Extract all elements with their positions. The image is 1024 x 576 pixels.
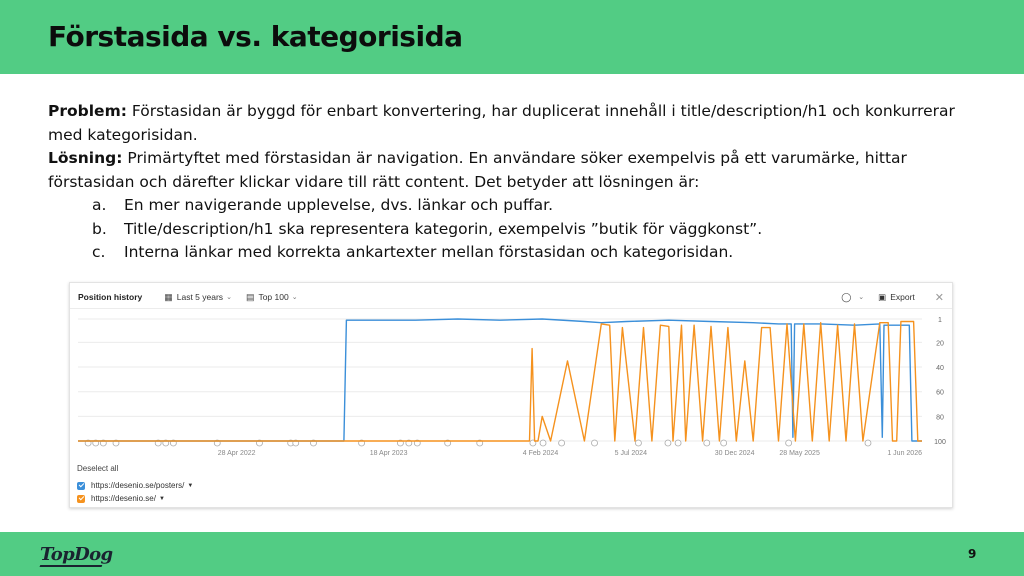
period-label: Last 5 years bbox=[176, 292, 224, 302]
list-item bbox=[92, 218, 988, 242]
x-tick-label: 28 May 2025 bbox=[779, 450, 820, 457]
comment-icon: ◯ bbox=[841, 291, 852, 302]
checkbox-home[interactable] bbox=[77, 495, 85, 503]
footer-bar bbox=[0, 532, 1024, 576]
slide-title: Förstasida vs. kategorisida bbox=[48, 20, 463, 53]
note-marker bbox=[675, 440, 681, 446]
y-tick-label: 60 bbox=[936, 389, 944, 397]
x-tick-label: 18 Apr 2023 bbox=[369, 450, 408, 457]
problem-paragraph bbox=[48, 100, 988, 147]
solution-text: Primärtyftet med förstasidan är navigation. En användare söker exempelvis på ett varumärke, hittar förstasidan och därefter klickar vidare till rätt content. Det betyder att lösningen är: bbox=[48, 149, 907, 191]
header-divider bbox=[70, 308, 952, 309]
note-marker bbox=[635, 440, 641, 446]
widget-title: Position history bbox=[78, 292, 143, 302]
legend-label: https://desenio.se/ bbox=[91, 494, 156, 503]
chart-legend bbox=[77, 464, 193, 505]
slide-body bbox=[48, 100, 988, 265]
top-dropdown[interactable] bbox=[246, 292, 298, 303]
solution-list bbox=[92, 194, 988, 265]
solution-label: Lösning: bbox=[48, 149, 123, 167]
note-marker bbox=[865, 440, 871, 446]
list-text: Title/description/h1 ska representera kategorin, exempelvis ”butik för väggkonst”. bbox=[124, 219, 763, 238]
list-marker: c. bbox=[92, 243, 106, 261]
y-tick-label: 1 bbox=[938, 317, 942, 324]
period-dropdown[interactable] bbox=[164, 292, 232, 303]
top-label: Top 100 bbox=[258, 292, 289, 302]
x-tick-label: 30 Dec 2024 bbox=[714, 450, 755, 457]
list-text: En mer navigerande upplevelse, dvs. länkar och puffar. bbox=[124, 196, 554, 214]
list-item bbox=[92, 241, 988, 265]
y-tick-label: 20 bbox=[936, 340, 944, 348]
legend-label: https://desenio.se/posters/ bbox=[91, 481, 185, 490]
topdog-logo: TopDog bbox=[40, 544, 113, 565]
note-marker bbox=[721, 440, 727, 446]
list-marker: a. bbox=[92, 196, 107, 214]
note-marker bbox=[592, 440, 598, 446]
note-marker bbox=[786, 440, 792, 446]
chevron-down-icon: ⌄ bbox=[226, 294, 232, 301]
y-tick-label: 40 bbox=[936, 365, 944, 373]
export-button[interactable] bbox=[878, 292, 915, 303]
deselect-all-link[interactable]: Deselect all bbox=[77, 464, 119, 473]
solution-paragraph bbox=[48, 147, 988, 194]
problem-label: Problem: bbox=[48, 102, 127, 120]
list-item bbox=[92, 194, 988, 218]
page-number: 9 bbox=[968, 547, 977, 561]
x-tick-label: 28 Apr 2022 bbox=[217, 450, 256, 457]
list-icon: ▤ bbox=[245, 291, 255, 302]
comment-dropdown[interactable] bbox=[841, 292, 864, 303]
legend-item-home[interactable] bbox=[77, 492, 193, 505]
note-marker bbox=[704, 440, 710, 446]
problem-text: Förstasidan är byggd för enbart konvertering, har duplicerat innehåll i title/description/h1 och konkurrerar med kategorisidan. bbox=[48, 102, 955, 144]
note-marker bbox=[665, 440, 671, 446]
chevron-down-icon: ⌄ bbox=[858, 294, 865, 301]
y-tick-label: 80 bbox=[936, 414, 944, 422]
position-history-widget bbox=[69, 282, 953, 508]
calendar-icon: ▦ bbox=[164, 291, 173, 302]
position-chart bbox=[74, 311, 950, 461]
y-tick-label: 100 bbox=[934, 439, 946, 446]
x-tick-label: 4 Feb 2024 bbox=[522, 450, 559, 457]
export-label: Export bbox=[890, 292, 915, 302]
series-line-home bbox=[78, 322, 922, 442]
checkbox-posters[interactable] bbox=[77, 482, 85, 490]
x-tick-label: 5 Jul 2024 bbox=[614, 450, 647, 457]
note-marker bbox=[559, 440, 565, 446]
caret-down-icon[interactable]: ▼ bbox=[158, 495, 165, 502]
logo-underline bbox=[40, 565, 103, 567]
note-marker bbox=[540, 440, 546, 446]
chevron-down-icon: ⌄ bbox=[291, 294, 298, 301]
x-tick-label: 1 Jun 2026 bbox=[887, 450, 922, 457]
caret-down-icon[interactable]: ▼ bbox=[187, 482, 194, 489]
list-text: Interna länkar med korrekta ankartexter mellan förstasidan och kategorisidan. bbox=[124, 243, 734, 261]
list-marker: b. bbox=[92, 219, 107, 238]
close-icon[interactable]: ✕ bbox=[934, 291, 944, 304]
widget-header bbox=[78, 289, 944, 305]
export-icon: ▣ bbox=[878, 291, 887, 302]
legend-item-posters[interactable] bbox=[77, 479, 193, 492]
series-line-posters bbox=[78, 319, 922, 441]
